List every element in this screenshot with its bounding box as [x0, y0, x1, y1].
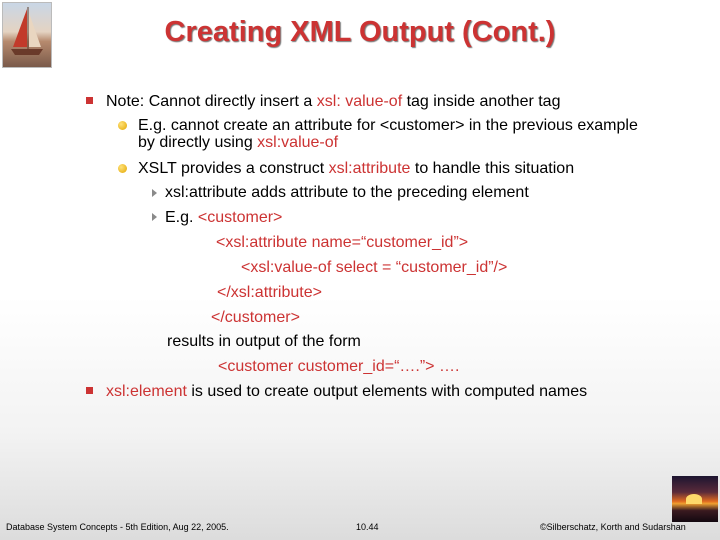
sunset-image	[672, 476, 718, 522]
code-line: </xsl:attribute>	[217, 284, 322, 301]
results-line: results in output of the form	[167, 333, 361, 350]
eg-line-1: E.g. cannot create an attribute for <customer> in the previous example	[138, 117, 638, 134]
page-title: Creating XML Output (Cont.)	[164, 16, 556, 48]
code-line: <xsl:attribute name=“customer_id”>	[216, 234, 469, 251]
element-line: xsl:element is used to create output elements with computed names	[106, 383, 588, 400]
dot-bullet-icon	[118, 164, 127, 173]
xslt-line: XSLT provides a construct xsl:attribute to handle this situation	[138, 160, 575, 177]
footer-page-number: 10.44	[356, 522, 379, 532]
code-line: </customer>	[211, 309, 300, 326]
square-bullet-icon	[86, 387, 93, 394]
eg-code-line: E.g. <customer>	[165, 209, 283, 226]
eg-line-2: by directly using xsl:value-of	[138, 134, 339, 151]
dot-bullet-icon	[118, 121, 127, 130]
arrow-bullet-icon	[152, 189, 157, 197]
footer-left: Database System Concepts - 5th Edition, Aug 22, 2005.	[6, 522, 229, 532]
note-line: Note: Cannot directly insert a xsl: value-of tag inside another tag	[106, 93, 561, 110]
code-line: <xsl:value-of select = “customer_id”/>	[241, 259, 508, 276]
square-bullet-icon	[86, 97, 93, 104]
footer-copyright: ©Silberschatz, Korth and Sudarshan	[540, 522, 686, 532]
output-code-line: <customer customer_id=“….”> ….	[218, 358, 460, 375]
adds-line: xsl:attribute adds attribute to the preceding element	[165, 184, 529, 201]
arrow-bullet-icon	[152, 213, 157, 221]
